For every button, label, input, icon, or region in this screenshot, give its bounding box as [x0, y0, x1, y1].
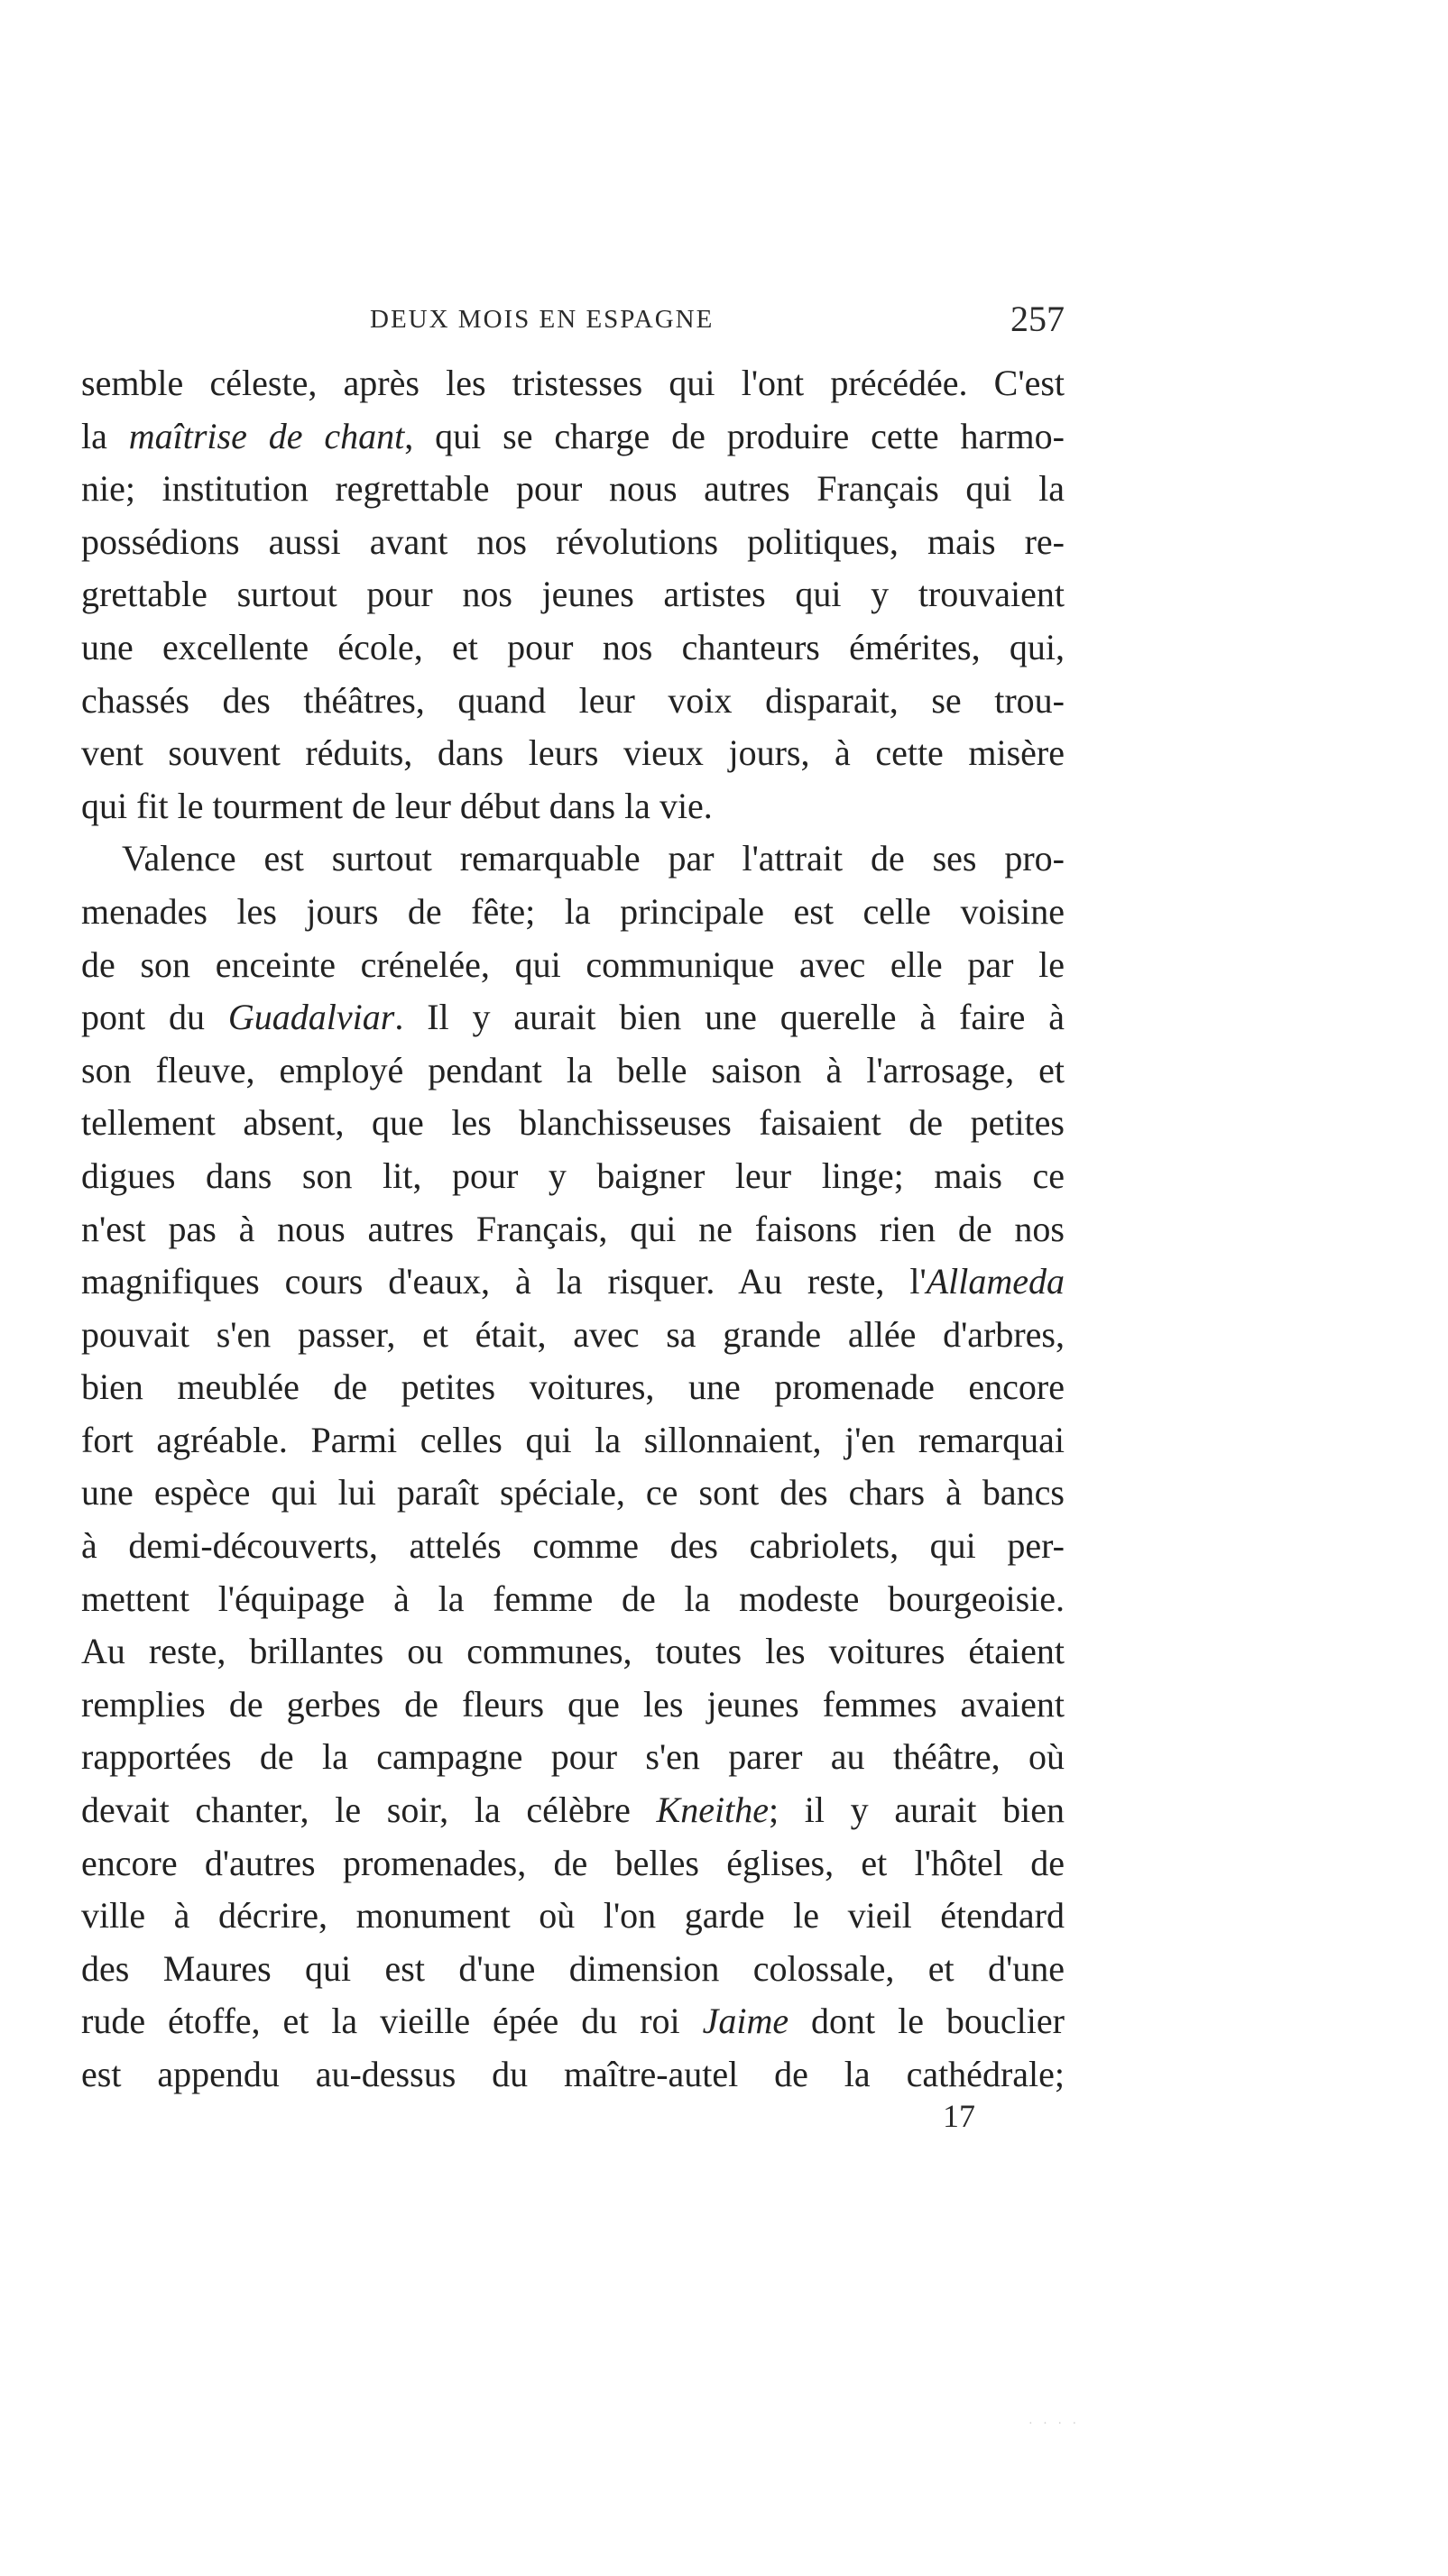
- text-line: [81, 991, 1065, 1044]
- text-segment: la: [81, 415, 129, 456]
- italic-phrase: Guadalviar: [227, 997, 395, 1038]
- text-segment: ; il y aurait bien: [768, 1789, 1065, 1831]
- text-line: qui fit le tourment de leur début dans la vie.: [81, 785, 713, 826]
- text-line: remplies de gerbes de fleurs que les jeunes femmes avaient: [81, 1683, 1065, 1725]
- text-line: grettable surtout pour nos jeunes artistes qui y trouvaient: [81, 574, 1065, 615]
- italic-phrase: Kneithe: [656, 1789, 769, 1831]
- italic-phrase: Allameda: [926, 1261, 1065, 1302]
- text-line: pouvait s'en passer, et était, avec sa grande allée d'arbres,: [81, 1313, 1065, 1355]
- text-line: à demi-découverts, attelés comme des cabriolets, qui per-: [81, 1525, 1065, 1567]
- text-line: possédions aussi avant nos révolutions politiques, mais re-: [81, 520, 1065, 562]
- italic-phrase: Jaime: [702, 2001, 789, 2042]
- text-line: mettent l'équipage à la femme de la modeste bourgeoisie.: [81, 1578, 1065, 1619]
- text-line: une espèce qui lui paraît spéciale, ce sont des chars à bancs: [81, 1472, 1065, 1513]
- italic-phrase: maîtrise de chant: [128, 415, 405, 456]
- text-line: n'est pas à nous autres Français, qui ne faisons rien de nos: [81, 1208, 1065, 1249]
- text-line: chassés des théâtres, quand leur voix disparait, se trou-: [81, 679, 1065, 721]
- text-line: Au reste, brillantes ou communes, toutes les voitures étaient: [81, 1631, 1065, 1672]
- running-head: [81, 298, 1065, 343]
- signature-mark: 17: [943, 2098, 975, 2134]
- text-line: vent souvent réduits, dans leurs vieux jours, à cette misère: [81, 732, 1065, 774]
- text-line: est appendu au-dessus du maître-autel de la cathédrale;: [81, 2054, 1065, 2094]
- text-line: Valence est surtout remarquable par l'attrait de ses pro-: [122, 838, 1065, 879]
- text-segment: , qui se charge de produire cette harmo-: [404, 415, 1065, 456]
- page-number: 257: [1010, 299, 1065, 339]
- text-line: une excellente école, et pour nos chanteurs émérites, qui,: [81, 626, 1065, 667]
- text-line: bien meublée de petites voitures, une promenade encore: [81, 1366, 1065, 1408]
- text-line: semble céleste, après les tristesses qui l'ont précédée. C'est: [81, 363, 1065, 403]
- text-line: de son enceinte crénelée, qui communique avec elle par le: [81, 943, 1065, 985]
- text-line: ville à décrire, monument où l'on garde le vieil étendard: [81, 1895, 1065, 1937]
- text-line: digues dans son lit, pour y baigner leur linge; mais ce: [81, 1155, 1065, 1196]
- text-line: encore d'autres promenades, de belles églises, et l'hôtel de: [81, 1842, 1065, 1883]
- text-line: son fleuve, employé pendant la belle saison à l'arrosage, et: [81, 1049, 1065, 1090]
- text-line: [81, 1256, 1065, 1309]
- text-line: nie; institution regrettable pour nous autres Français qui la: [81, 468, 1065, 510]
- text-line: [81, 1784, 1065, 1837]
- text-segment: . Il y aurait bien une querelle à faire à: [394, 997, 1065, 1038]
- running-title: DEUX MOIS EN ESPAGNE: [370, 305, 715, 334]
- text-line: [81, 1995, 1065, 2048]
- text-segment: rude étoffe, et la vieille épée du roi: [81, 2001, 703, 2042]
- text-segment: devait chanter, le soir, la célèbre: [81, 1789, 657, 1831]
- paper-specks: · · · ·: [1028, 2417, 1081, 2431]
- text-segment: dont le bouclier: [789, 2001, 1065, 2042]
- text-line: tellement absent, que les blanchisseuses faisaient de petites: [81, 1102, 1065, 1144]
- text-line: [81, 410, 1065, 464]
- text-segment: magnifiques cours d'eaux, à la risquer. Au reste, l': [81, 1261, 927, 1302]
- text-line: des Maures qui est d'une dimension colossale, et d'une: [81, 1947, 1065, 1989]
- text-line: rapportées de la campagne pour s'en parer au théâtre, où: [81, 1736, 1065, 1778]
- text-line: fort agréable. Parmi celles qui la sillonnaient, j'en remarquai: [81, 1419, 1065, 1460]
- text-segment: pont du: [81, 997, 228, 1038]
- body-text: [81, 357, 1065, 2102]
- text-line: menades les jours de fête; la principale est celle voisine: [81, 890, 1065, 932]
